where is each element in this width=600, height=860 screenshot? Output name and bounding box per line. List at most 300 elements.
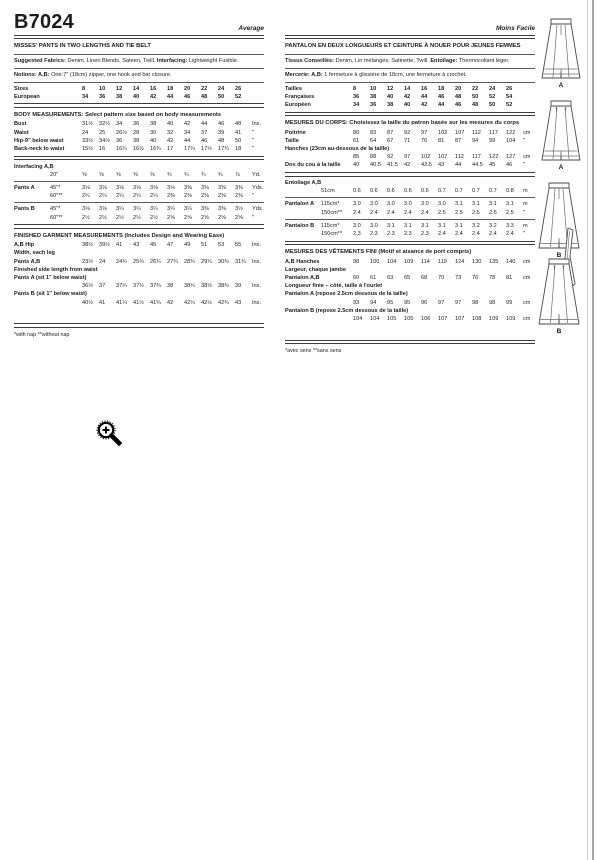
row-value: 41¼ (116, 299, 127, 306)
row-value: 17 (167, 145, 174, 152)
row-value: 10 (99, 85, 106, 92)
row-label: Pantalon A,B (285, 275, 320, 281)
figure-pants-a-front (533, 16, 589, 89)
row-value: ⅝ (133, 171, 138, 178)
row-value: 2.3 (421, 230, 429, 237)
section-heading: MESURES DU CORPS: Choisissez la taille du patron basée sur les mesures du corps (285, 120, 520, 127)
row-sublabel: 51cm (321, 188, 335, 195)
row-value: 48 (472, 101, 479, 108)
measurement-label-row (14, 274, 264, 282)
row-value: 48 (235, 121, 242, 128)
row-value: 40½ (82, 299, 93, 306)
row-value: 2⅝ (235, 214, 243, 221)
row-value: 36 (353, 93, 360, 100)
row-value: 51 (201, 242, 208, 249)
row-value: 2.4 (421, 209, 429, 216)
row-value: 41¾ (150, 299, 161, 306)
row-value: 124 (455, 258, 465, 265)
row-unit: " (523, 209, 525, 216)
measurement-row (285, 299, 535, 307)
row-label: Interfacing A,B (14, 163, 54, 170)
row-value: 42 (167, 137, 174, 144)
row-value: 42 (404, 162, 411, 169)
row-value: 95 (404, 299, 411, 306)
row-value: 17¼ (184, 145, 195, 152)
row-value: 45 (489, 162, 496, 169)
row-value: 119 (438, 258, 447, 265)
row-value: 107 (455, 129, 465, 136)
row-unit: m (523, 201, 528, 208)
row-value: 42 (421, 101, 428, 108)
row-value: 109 (404, 258, 414, 265)
row-value: 0.6 (353, 188, 361, 195)
row-value: 18 (438, 85, 445, 92)
row-label: Tailles (285, 85, 302, 92)
row-value: 135 (489, 258, 499, 265)
row-value: 65 (404, 275, 411, 281)
row-value: 3⅛ (150, 185, 158, 191)
row-value: 36 (133, 121, 140, 128)
row-label: Dos du cou à la taille (285, 162, 341, 169)
row-value: 37 (99, 283, 106, 290)
measurement-row (285, 137, 535, 145)
figure-label: A (558, 164, 564, 171)
row-sublabel: 20" (50, 171, 59, 178)
measurement-row (14, 282, 264, 290)
row-value: 81 (438, 137, 445, 144)
row-value: 44 (438, 101, 445, 108)
row-value: 2.5 (455, 209, 463, 216)
row-value: 2½ (82, 214, 90, 221)
measurement-row (285, 315, 535, 323)
row-label: Back-neck to waist (14, 145, 65, 152)
row-value: 43 (235, 299, 242, 306)
row-value: ¾ (167, 171, 172, 178)
row-value: 20 (184, 85, 191, 92)
row-value: 40.5 (370, 162, 381, 169)
row-value: 2⅝ (167, 214, 175, 221)
row-value: ¾ (201, 171, 206, 178)
row-value: 25¾ (133, 258, 144, 265)
row-unit: cm (523, 129, 531, 136)
measurement-row (14, 241, 264, 249)
row-value: 109 (489, 315, 499, 322)
row-unit: cm (523, 275, 531, 281)
row-unit: cm (523, 315, 531, 322)
row-value: 94 (370, 299, 377, 306)
info-line (285, 71, 535, 80)
row-value: 3⅜ (235, 185, 243, 191)
row-label: Taille (285, 137, 299, 144)
row-value: 50 (472, 93, 479, 100)
row-value: 22 (472, 85, 479, 92)
horizontal-rule-double (285, 172, 535, 177)
row-value: 2.3 (404, 230, 412, 237)
magnifier-zoom-icon[interactable] (95, 419, 125, 449)
row-value: 40 (353, 162, 360, 169)
measurement-row (285, 187, 535, 195)
horizontal-rule-double (14, 224, 264, 229)
row-value: 107 (438, 154, 448, 161)
info-line (14, 57, 264, 66)
horizontal-rule-double (285, 340, 535, 345)
section-heading: MISSES' PANTS IN TWO LENGTHS AND TIE BELT (14, 43, 151, 49)
row-value: 0.6 (421, 188, 429, 195)
measurement-label-row (285, 266, 535, 274)
measurement-label-row (14, 266, 264, 274)
row-value: ¾ (184, 171, 189, 178)
row-label: Finished side length from waist (14, 266, 98, 273)
row-value: 34 (116, 121, 123, 128)
horizontal-rule-double (14, 35, 264, 40)
measurement-row (14, 258, 264, 266)
row-value: ⅝ (82, 171, 87, 178)
row-value: 3.3 (506, 222, 514, 229)
row-value: 34½ (99, 137, 110, 144)
row-value: 16¾ (150, 145, 161, 152)
measurement-row (14, 171, 264, 179)
row-value: 17½ (201, 145, 212, 152)
row-value: 20 (455, 85, 462, 92)
row-label: Waist (14, 129, 29, 136)
row-value: 17¾ (218, 145, 229, 152)
row-value: 38 (167, 283, 174, 290)
measurement-label-row (285, 145, 535, 153)
row-value: 18 (167, 85, 174, 92)
row-label: Pants A (sit 1" below waist) (14, 275, 87, 281)
row-label: Pants B (14, 206, 35, 213)
row-unit: Ins. (252, 283, 262, 290)
measurement-row (14, 145, 264, 153)
row-value: 40 (150, 137, 157, 144)
row-value: 15½ (82, 145, 93, 152)
row-value: 43 (438, 162, 445, 169)
row-value: 46 (438, 93, 445, 100)
measurement-row (14, 205, 264, 213)
row-value: 3.1 (404, 222, 412, 229)
row-value: 3⅛ (99, 185, 107, 191)
row-value: 108 (472, 315, 482, 322)
row-value: 37¾ (150, 283, 161, 290)
row-value: 16½ (133, 145, 144, 152)
row-value: 3.1 (438, 222, 446, 229)
info-line-text: Denim, Linen Blends, Sateen, Twill. (65, 57, 157, 64)
row-value: 36½ (82, 283, 93, 290)
row-value: 3⅜ (184, 185, 192, 191)
row-value: 104 (387, 258, 397, 265)
row-value: 61 (353, 137, 360, 144)
size-row (285, 93, 535, 101)
row-value: 28¾ (184, 258, 195, 265)
figure-pants-a-back (533, 98, 589, 171)
row-value: 42 (150, 93, 157, 100)
row-value: 3½ (235, 206, 243, 213)
row-value: 32½ (99, 121, 110, 128)
row-value: 45 (150, 242, 157, 249)
row-value: 2⅝ (184, 214, 192, 221)
row-value: 24¾ (116, 258, 127, 265)
row-unit: m (523, 222, 528, 229)
row-value: 2.4 (455, 230, 463, 237)
row-value: 2⅜ (201, 193, 209, 200)
row-value: 30 (150, 129, 157, 136)
pants-front-drawing (534, 16, 588, 82)
row-value: 36 (370, 101, 377, 108)
row-value: 50 (218, 93, 225, 100)
row-value: 26½ (116, 129, 127, 136)
row-label: Longueur finie – côté, taille à l'ourlet (285, 283, 383, 290)
row-value: 38½ (82, 242, 93, 249)
row-unit: Yds. (252, 206, 264, 213)
row-unit: cm (523, 299, 531, 306)
row-value: 38¼ (184, 283, 195, 290)
row-value: 46 (218, 121, 225, 128)
row-value: 38 (133, 137, 140, 144)
horizontal-rule (14, 181, 264, 182)
measurement-row (14, 214, 264, 222)
row-value: 26¾ (150, 258, 161, 265)
row-unit: Yd. (252, 171, 261, 178)
pants-back-drawing (532, 256, 586, 328)
row-value: 94 (472, 137, 479, 144)
row-label: Pantalon B (repose 2.5cm dessous de la taille) (285, 307, 409, 314)
horizontal-rule (14, 68, 264, 69)
row-value: 71 (404, 137, 411, 144)
row-value: 3¼ (167, 206, 175, 213)
row-label: A,B Hanches (285, 258, 320, 265)
row-value: 0.7 (455, 188, 463, 195)
row-value: 37¼ (116, 283, 127, 290)
row-value: 3.0 (421, 201, 429, 208)
horizontal-rule-double (285, 35, 535, 40)
row-value: 88 (370, 154, 377, 161)
row-value: 61 (370, 275, 377, 281)
row-value: 3⅜ (201, 206, 209, 213)
row-value: 117 (472, 154, 481, 161)
row-sublabel: 60"** (50, 193, 63, 200)
row-unit: Ins. (252, 242, 262, 249)
row-value: 2.4 (438, 230, 446, 237)
row-value: 105 (387, 315, 397, 322)
row-value: 52 (506, 101, 513, 108)
row-value: 112 (472, 129, 481, 136)
row-value: 64 (370, 137, 377, 144)
row-value: 98 (489, 299, 496, 306)
row-value: 48 (218, 137, 225, 144)
row-value: 2¼ (150, 193, 158, 200)
measurement-row (285, 222, 535, 230)
row-value: 105 (404, 315, 414, 322)
horizontal-rule (14, 82, 264, 83)
row-value: 2⅝ (218, 214, 226, 221)
measurement-row (14, 129, 264, 137)
row-sublabel: 115cm* (321, 201, 340, 208)
row-value: 26 (235, 85, 242, 92)
row-value: 122 (506, 129, 516, 136)
measurement-label-row (285, 282, 535, 290)
row-value: 8 (82, 85, 86, 92)
row-value: 3⅛ (82, 185, 90, 191)
horizontal-rule-double (14, 323, 264, 328)
measurement-label-row (285, 307, 535, 315)
row-label: Pants A,B (14, 258, 41, 265)
horizontal-rule (285, 219, 535, 220)
row-value: 122 (489, 154, 499, 161)
measurement-label-row (14, 163, 264, 171)
row-value: 3.1 (421, 222, 429, 229)
info-line-label: Suggested Fabrics: (14, 57, 66, 64)
row-value: 3.0 (438, 201, 446, 208)
row-value: 50 (235, 137, 242, 144)
title-bar (14, 12, 264, 32)
row-value: 92 (404, 129, 411, 136)
row-value: 97 (455, 299, 462, 306)
row-value: 44 (455, 162, 462, 169)
row-value: 41½ (133, 299, 144, 306)
row-value: 39 (235, 283, 242, 290)
row-unit: cm (523, 154, 531, 161)
difficulty-badge: Average (238, 25, 264, 32)
row-value: 3.0 (370, 222, 378, 229)
pants-back-drawing (534, 98, 588, 164)
row-value: 2.5 (489, 209, 497, 216)
row-value: 140 (506, 258, 516, 265)
row-label: Françaises (285, 93, 315, 100)
row-value: 95 (387, 299, 394, 306)
row-value: 0.6 (404, 188, 412, 195)
row-value: 38½ (201, 283, 212, 290)
row-value: 18 (235, 145, 242, 152)
row-value: ⅝ (150, 171, 155, 178)
row-value: 48 (201, 93, 208, 100)
row-value: 44 (167, 93, 174, 100)
row-value: 114 (421, 258, 430, 265)
row-value: 2.3 (370, 230, 378, 237)
row-value: 87 (387, 129, 394, 136)
horizontal-rule-double (14, 103, 264, 108)
row-value: 0.7 (438, 188, 446, 195)
size-row (285, 101, 535, 109)
row-value: 98 (353, 258, 360, 265)
row-unit: Ins. (252, 121, 262, 128)
row-value: 3.0 (370, 201, 378, 208)
row-value: 2.4 (387, 209, 395, 216)
row-value: 41 (99, 299, 106, 306)
horizontal-rule (285, 68, 535, 69)
row-value: 8 (353, 85, 357, 92)
row-sublabel: 150cm** (321, 230, 343, 237)
info-line-text: Thermocollant léger. (457, 57, 510, 64)
row-value: 2.4 (506, 230, 514, 237)
row-value: 3.0 (353, 222, 361, 229)
horizontal-rule (14, 202, 264, 203)
row-value: 46 (506, 162, 513, 169)
row-value: 3¼ (116, 206, 124, 213)
info-line-label: Entoilage: (430, 57, 458, 64)
horizontal-rule (285, 197, 535, 198)
row-value: 2½ (133, 214, 141, 221)
row-value: 3.0 (404, 201, 412, 208)
row-value: 38¾ (218, 283, 229, 290)
row-value: 2½ (99, 214, 107, 221)
row-value: 42 (167, 299, 174, 306)
row-value: 38 (370, 93, 377, 100)
row-value: 2½ (150, 214, 158, 221)
row-value: 29¾ (201, 258, 212, 265)
row-value: 3⅛ (82, 206, 90, 213)
figure-label: B (556, 252, 562, 259)
row-value: 3.1 (455, 201, 463, 208)
row-value: 3.1 (387, 222, 395, 229)
row-label: Width, each leg (14, 250, 55, 257)
row-value: 3.0 (353, 201, 361, 208)
measurement-row (14, 137, 264, 145)
row-value: 36 (116, 137, 123, 144)
row-value: 3.2 (472, 222, 480, 229)
row-value: 104 (370, 315, 380, 322)
row-value: ⅝ (99, 171, 104, 178)
row-value: 60 (353, 275, 360, 281)
row-value: 27¾ (167, 258, 178, 265)
row-value: 2.4 (353, 209, 361, 216)
row-unit: " (523, 137, 525, 144)
row-value: 3⅜ (201, 185, 209, 191)
row-sublabel: 45"* (50, 206, 61, 213)
row-label: Pantalon A (285, 201, 315, 208)
row-value: 2.4 (404, 209, 412, 216)
row-unit: m (523, 188, 528, 195)
row-value: 38 (150, 121, 157, 128)
row-value: 3⅛ (133, 185, 141, 191)
row-value: 3¼ (133, 206, 141, 213)
measurement-row (14, 299, 264, 307)
row-sublabel: 150cm** (321, 209, 343, 216)
info-line-label: Mercerie: A,B: (285, 71, 323, 78)
row-value: 2.4 (370, 209, 378, 216)
row-value: 104 (506, 137, 516, 144)
row-value: 117 (489, 129, 498, 136)
row-value: 2.3 (387, 230, 395, 237)
row-value: 3¼ (184, 206, 192, 213)
row-value: 44.5 (472, 162, 483, 169)
row-label: Bust (14, 121, 27, 128)
measurement-row (285, 274, 535, 282)
footnote: *with nap **without nap (14, 331, 70, 338)
row-label: Hanches (23cm au-dessous de la taille) (285, 145, 390, 152)
row-value: 2½ (116, 214, 124, 221)
row-value: 81 (506, 275, 513, 281)
row-value: 0.8 (506, 188, 514, 195)
row-value: 3.1 (455, 222, 463, 229)
row-value: 130 (472, 258, 482, 265)
row-value: 3⅜ (218, 206, 226, 213)
row-value: 2⅜ (167, 193, 175, 200)
row-value: 46 (201, 137, 208, 144)
row-value: ¾ (218, 171, 223, 178)
row-value: 0.7 (472, 188, 480, 195)
row-value: 3.1 (506, 201, 514, 208)
figure-pants-b-back (531, 256, 587, 335)
measurement-label-row (285, 290, 535, 298)
row-value: 97 (421, 129, 428, 136)
row-value: 42¼ (184, 299, 195, 306)
row-value: 2.3 (353, 230, 361, 237)
measurement-row (285, 209, 535, 217)
row-value: 107 (438, 315, 448, 322)
row-value: 42½ (201, 299, 212, 306)
row-value: 2¼ (133, 193, 141, 200)
row-label: Pantalon A (repose 2.5cm dessous de la taille) (285, 291, 408, 298)
